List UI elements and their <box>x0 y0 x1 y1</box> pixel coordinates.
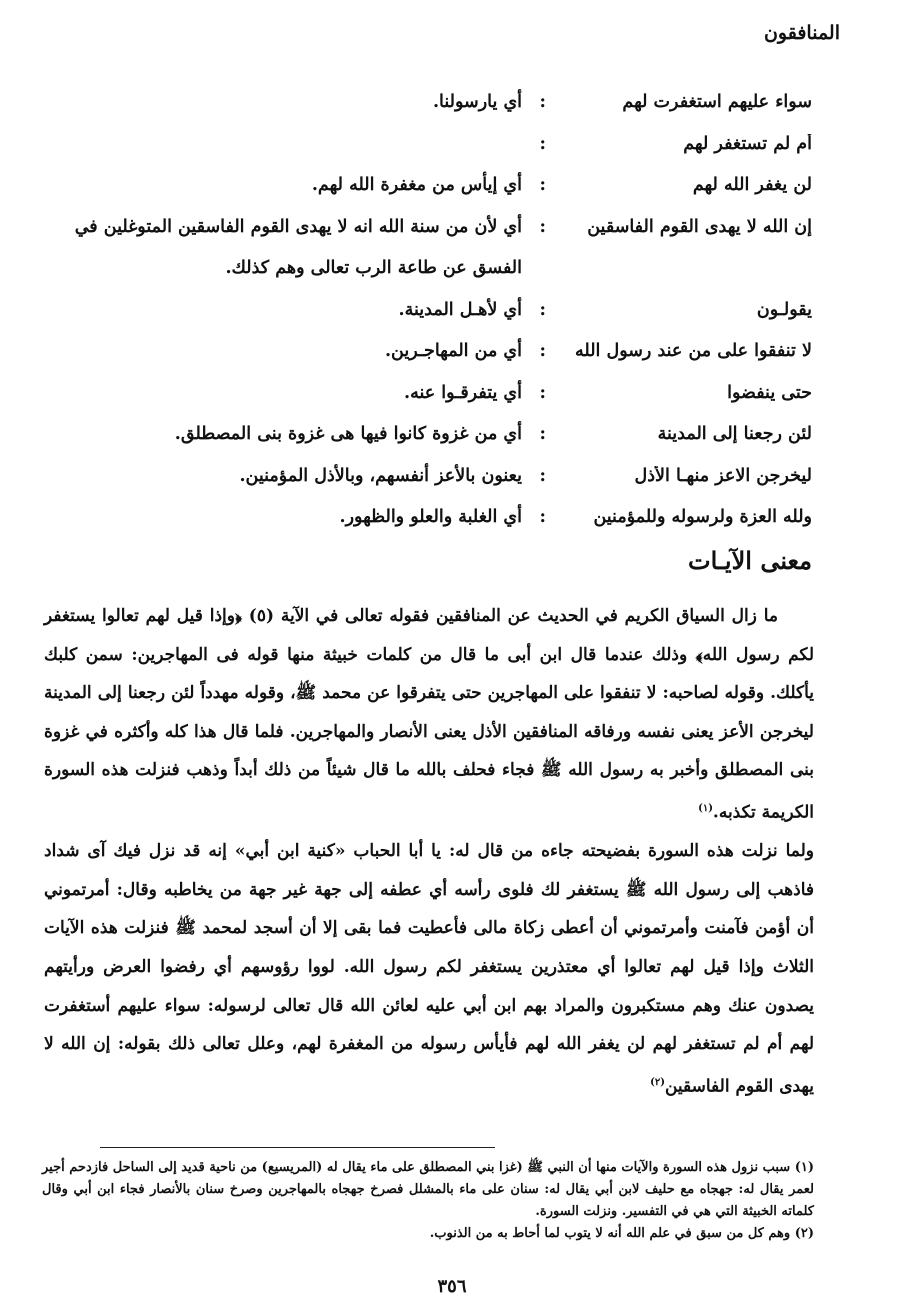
glossary-term: إن الله لا يهدى القوم الفاسقين <box>587 216 812 237</box>
glossary-term: أم لم تستغفر لهم <box>683 133 812 154</box>
glossary-definition: أي لأهـل المدينة. <box>398 299 522 320</box>
glossary-term: لا تنفقوا على من عند رسول الله <box>575 341 812 361</box>
glossary-term: ولله العزة ولرسوله وللمؤمنين <box>593 507 812 527</box>
commentary-text <box>44 597 814 1106</box>
glossary-definition: أي لأن من سنة الله انه لا يهدى القوم الفاسقين المتوغلين في الفسق عن طاعة الرب تعالى وهم كذلك. <box>74 216 522 278</box>
glossary-row <box>32 211 812 294</box>
glossary-term: ليخرجن الاعز منهـا الأذل <box>634 465 812 486</box>
glossary-colon: : <box>539 299 546 320</box>
glossary-definition: أي من المهاجـرين. <box>384 341 522 361</box>
glossary-definition: أي إيأس من مغفرة الله لهم. <box>311 175 522 195</box>
running-head: المنافقون <box>763 22 840 44</box>
glossary-colon: : <box>539 424 546 444</box>
glossary-row <box>32 294 812 336</box>
glossary-definition: أي يارسولنا. <box>432 92 522 112</box>
glossary-row <box>32 377 812 419</box>
paragraph-text: ولما نزلت هذه السورة بفضيحته جاءه من قال له: يا أبا الحباب «كنية ابن أبي» إنه قد نزل فيك آى شداد فاذهب إلى رسول الله ﷺ يستغفر لك فلوى رأسه أي عطفه إلى جهة غير جهة من يخاطبه وقال: أمرتموني أن أؤمن فآمنت وأمرتموني أن أعطى زكاة مالى فأعطيت فما بقى إلا أن أسجد لمحمد ﷺ فنزلت هذه الآيات الثلاث وإذا قيل لهم تعالوا أي معتذرين يستغفر لكم رسول الله. لووا رؤوسهم أي رفضوا العرض ورأيتهم يصدون عنك وهم مستكبرون والمراد بهم ابن أبي عليه لعائن الله قال تعالى لرسوله: سواء عليهم أستغفرت لهم أم لم تستغفر لهم لن يغفر الله لهم فأيأس رسوله من المغفرة لهم، وعلل تعالى ذلك بقوله: إن الله لا يهدى القوم الفاسقين <box>44 841 814 1097</box>
glossary-table <box>32 86 812 543</box>
glossary-term: لن يغفر الله لهم <box>692 175 812 195</box>
footnote: (٢) وهم كل من سبق في علم الله أنه لا يتوب لما أحاط به من الذنوب. <box>429 1226 814 1241</box>
footnotes <box>42 1157 814 1245</box>
section-title: معنى الآيـات <box>687 546 812 575</box>
footnote-separator <box>100 1147 495 1148</box>
glossary-row <box>32 418 812 460</box>
glossary-definition: أي يتفرقـوا عنه. <box>404 382 522 403</box>
glossary-colon: : <box>539 465 546 486</box>
glossary-colon: : <box>539 216 546 237</box>
glossary-term: سواء عليهم استغفرت لهم <box>622 92 812 112</box>
glossary-colon: : <box>539 382 546 403</box>
footnote-marker: (٢) <box>650 1076 665 1088</box>
glossary-colon: : <box>539 507 546 527</box>
glossary-row <box>32 169 812 211</box>
paragraph <box>44 832 814 1106</box>
glossary-row <box>32 128 812 170</box>
page-number: ٣٥٦ <box>437 1276 467 1297</box>
glossary-definition: أي من غزوة كانوا فيها هى غزوة بنى المصطلق. <box>174 424 522 444</box>
glossary-row <box>32 335 812 377</box>
glossary-colon: : <box>539 341 546 361</box>
glossary-term: لئن رجعنا إلى المدينة <box>657 424 812 444</box>
glossary-colon: : <box>539 133 546 154</box>
glossary-row <box>32 501 812 543</box>
footnote: (١) سبب نزول هذه السورة والآيات منها أن النبي ﷺ (غزا بني المصطلق على ماء يقال له (المريسيع) من ناحية قديد إلى الساحل فازدحم أجير لعمر يقال له: جهجاه مع حليف لابن أبي يقال له: سنان على ماء بالمشلل فصرخ جهجاه بالمهاجرين وصرخ سنان بالأنصار فجاء ابن أبي وقال كلماته الخبيثة التي هي في التفسير. ونزلت السورة. <box>42 1160 814 1219</box>
paragraph-text: ما زال السياق الكريم في الحديث عن المنافقين فقوله تعالى في الآية (٥) ﴿وإذا قيل لهم تعالوا يستغفر لكم رسول الله﴾ وذلك عندما قال ابن أبى ما قال من كلمات خبيثة منها قوله فى المهاجرين: سمن كلبك يأكلك. وقوله لصاحبه: لا تنفقوا على المهاجرين حتى يتفرقوا عن محمد ﷺ، وقوله مهدداً لئن رجعنا إلى المدينة ليخرجن الأعز يعنى نفسه ورفاقه المنافقين الأذل يعنى الأنصار والمهاجرين. فلما قال هذا كله وأكثره في غزوة بنى المصطلق وأخبر به رسول الله ﷺ فجاء فحلف بالله ما قال شيئاً من ذلك أبداً وذهب فنزلت هذه السورة الكريمة تكذبه. <box>44 606 814 823</box>
glossary-definition: أي الغلبة والعلو والظهور. <box>339 507 522 527</box>
glossary-row <box>32 86 812 128</box>
glossary-colon: : <box>539 92 546 112</box>
glossary-row <box>32 460 812 502</box>
glossary-term: يقولـون <box>756 299 812 320</box>
glossary-term: حتى ينفضوا <box>727 382 812 403</box>
glossary-colon: : <box>539 175 546 195</box>
footnote-marker: (١) <box>698 802 713 814</box>
paragraph <box>44 597 814 832</box>
glossary-definition: يعنون بالأعز أنفسهم، وبالأذل المؤمنين. <box>239 465 522 486</box>
